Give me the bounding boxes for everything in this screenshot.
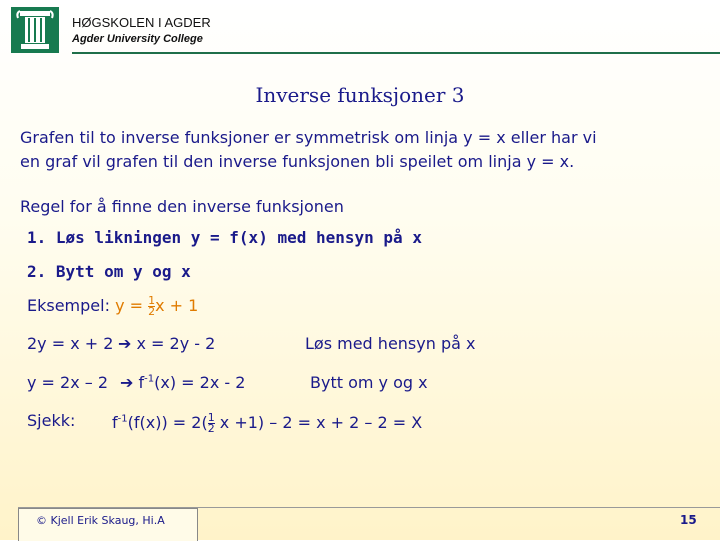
institution-subtitle: Agder University College — [72, 33, 203, 45]
slide-title: Inverse funksjoner 3 — [255, 83, 465, 107]
institution-logo — [11, 7, 59, 53]
inverse-rest: (x) = 2x - 2 — [154, 373, 246, 392]
example-label: Eksempel: — [27, 296, 110, 315]
intro-line-1: Grafen til to inverse funksjoner er symmetrisk om linja y = x eller har vi — [20, 128, 597, 147]
check-label: Sjekk: — [27, 411, 76, 430]
inverse-exponent: -1 — [144, 373, 155, 385]
solve-note: Løs med hensyn på x — [305, 334, 476, 353]
swap-arrow — [120, 373, 245, 392]
check-exponent: -1 — [117, 413, 128, 425]
column-pillar-icon — [11, 7, 59, 53]
swap-left: y = 2x – 2 — [27, 373, 109, 392]
check-f: f — [112, 413, 118, 432]
swap-result — [139, 373, 246, 392]
example-row — [27, 296, 198, 317]
rule-step-1: 1. Løs likningen y = f(x) med hensyn på x — [27, 228, 422, 247]
inverse-f: f — [138, 373, 145, 392]
example-eq-left: y = — [115, 296, 149, 315]
solve-left: 2y = x + 2 — [27, 334, 114, 353]
check-equation — [112, 413, 422, 434]
check-fraction — [208, 413, 215, 434]
page-number: 15 — [680, 513, 697, 527]
check-frac-num: 1 — [207, 411, 215, 424]
check-mid: (f(x)) = 2( — [127, 413, 208, 432]
header-divider — [72, 52, 720, 54]
institution-name: HØGSKOLEN I AGDER — [72, 15, 211, 30]
copyright-text: © Kjell Erik Skaug, Hi.A — [36, 514, 165, 527]
example-equation — [115, 294, 199, 318]
solve-arrow — [118, 334, 215, 353]
solve-result: x = 2y - 2 — [136, 334, 216, 353]
swap-note: Bytt om y og x — [310, 373, 428, 392]
arrow-right-icon: ➔ — [118, 334, 132, 353]
example-eq-right: x + 1 — [155, 296, 199, 315]
example-frac-num: 1 — [148, 294, 156, 307]
check-rest: x +1) – 2 = x + 2 – 2 = X — [214, 413, 423, 432]
rule-step-2: 2. Bytt om y og x — [27, 262, 191, 281]
example-frac-den: 2 — [148, 305, 156, 318]
arrow-right-icon: ➔ — [120, 373, 134, 392]
rule-heading: Regel for å finne den inverse funksjonen — [20, 197, 344, 216]
check-frac-den: 2 — [207, 422, 215, 435]
intro-line-2: en graf vil grafen til den inverse funksjonen bli speilet om linja y = x. — [20, 152, 575, 171]
